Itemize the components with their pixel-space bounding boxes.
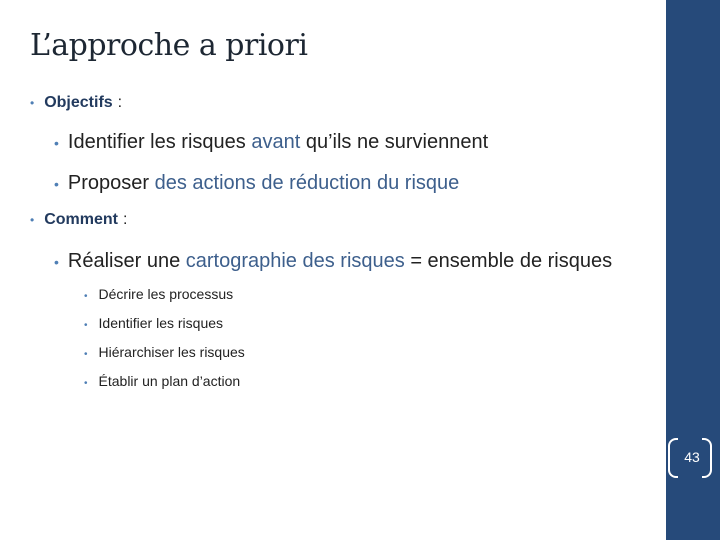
bullet-dot: • bbox=[84, 320, 88, 331]
bullet-objectifs bbox=[30, 94, 122, 112]
comment-colon: : bbox=[122, 211, 128, 228]
sub-item-4 bbox=[84, 373, 240, 389]
sub-item-text: Décrire les processus bbox=[98, 286, 234, 302]
objectifs-colon: : bbox=[117, 94, 123, 111]
bullet-dot: • bbox=[30, 96, 35, 110]
sub-item-text: Identifier les risques bbox=[98, 315, 224, 331]
objectif-item-1 bbox=[54, 131, 488, 154]
bullet-dot: • bbox=[54, 135, 59, 151]
sub-item-text: Hiérarchiser les risques bbox=[98, 344, 245, 360]
objectif-1-text-before: Identifier les risques bbox=[67, 131, 252, 153]
comment-label: Comment bbox=[44, 211, 118, 228]
comment-item-highlight: cartographie des risques bbox=[185, 250, 405, 272]
comment-item-text-after: = ensemble de risques bbox=[404, 250, 613, 272]
sub-item-1 bbox=[84, 286, 233, 302]
slide-title: L’approche a priori bbox=[30, 28, 308, 63]
bullet-dot: • bbox=[54, 254, 59, 270]
comment-item bbox=[54, 250, 612, 273]
bullet-dot: • bbox=[84, 378, 88, 389]
bullet-comment bbox=[30, 211, 127, 229]
bullet-dot: • bbox=[84, 349, 88, 360]
objectif-2-text-before: Proposer bbox=[67, 172, 155, 194]
comment-item-text-before: Réaliser une bbox=[67, 250, 186, 272]
objectif-item-2 bbox=[54, 172, 459, 195]
bullet-dot: • bbox=[54, 176, 59, 192]
objectif-1-text-after: qu’ils ne surviennent bbox=[300, 131, 489, 153]
sub-item-3 bbox=[84, 344, 245, 360]
bullet-dot: • bbox=[84, 291, 88, 302]
page-number: 43 bbox=[684, 449, 700, 465]
sub-item-text: Établir un plan d’action bbox=[98, 373, 241, 389]
objectif-1-highlight: avant bbox=[251, 131, 301, 153]
objectifs-label: Objectifs bbox=[44, 94, 113, 111]
objectif-2-highlight: des actions de réduction du risque bbox=[154, 172, 460, 194]
bullet-dot: • bbox=[30, 213, 35, 227]
sub-item-2 bbox=[84, 315, 223, 331]
